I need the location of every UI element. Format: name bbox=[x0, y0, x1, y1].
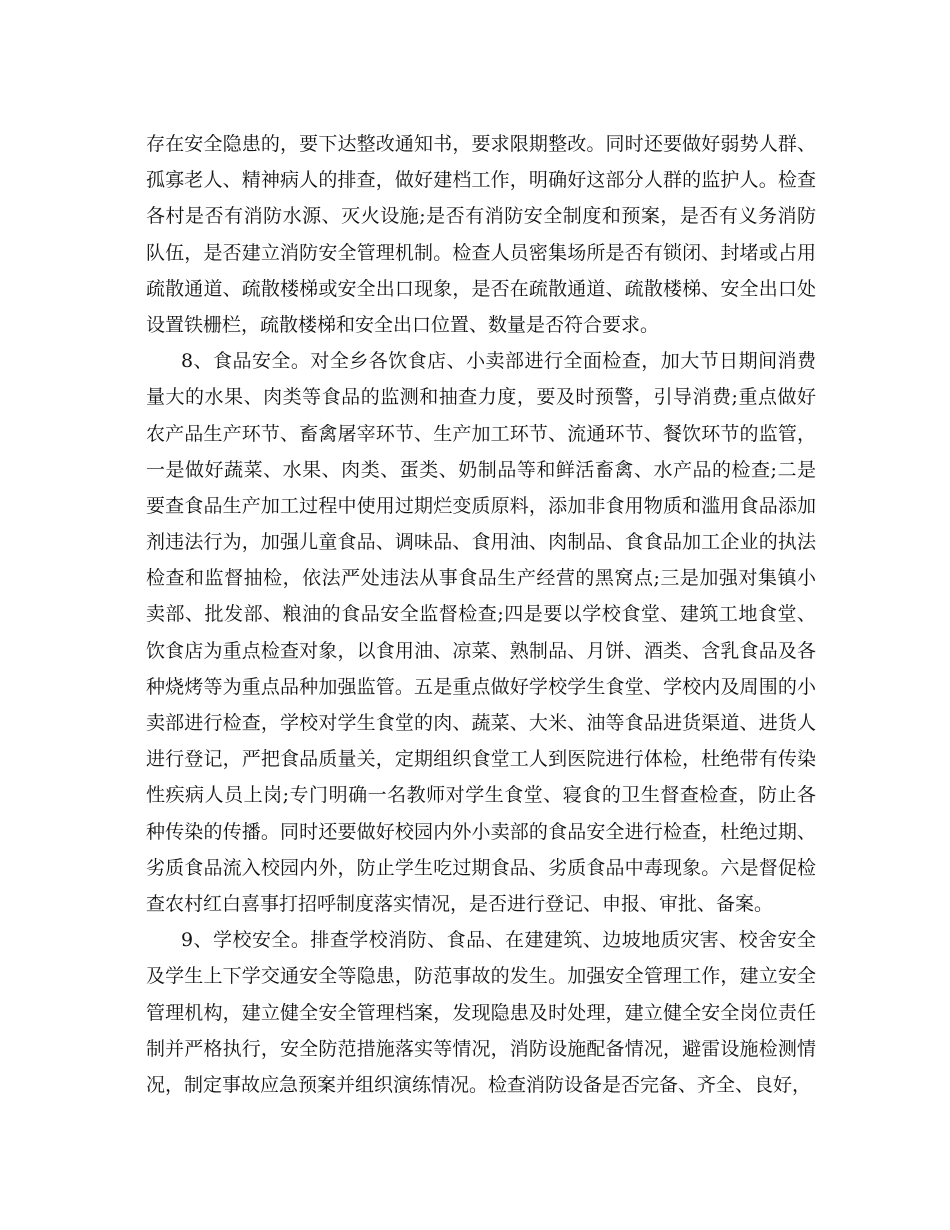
text-line: 各村是否有消防水源、灭火设施;是否有消防安全制度和预案，是否有义务消防 bbox=[146, 205, 816, 228]
text-line: 剂违法行为，加强儿童食品、调味品、食用油、肉制品、食食品加工企业的执法 bbox=[146, 531, 816, 554]
text-line: 及学生上下学交通安全等隐患，防范事故的发生。加强安全管理工作，建立安全 bbox=[146, 965, 816, 988]
text-line: 种烧烤等为重点品种加强监管。五是重点做好学校学生食堂、学校内及周围的小 bbox=[146, 675, 816, 698]
text-line: 孤寡老人、精神病人的排查，做好建档工作，明确好这部分人群的监护人。检查 bbox=[146, 169, 816, 192]
text-line: 一是做好蔬菜、水果、肉类、蛋类、奶制品等和鲜活畜禽、水产品的检查;二是 bbox=[146, 458, 816, 481]
text-line: 种传染的传播。同时还要做好校园内外小卖部的食品安全进行检查，杜绝过期、 bbox=[146, 820, 816, 843]
text-line: 况，制定事故应急预案并组织演练情况。检查消防设备是否完备、齐全、良好， bbox=[146, 1073, 812, 1096]
text-line: 检查和监督抽检，依法严处违法从事食品生产经营的黑窝点;三是加强对集镇小 bbox=[146, 567, 816, 590]
text-line: 疏散通道、疏散楼梯或安全出口现象，是否在疏散通道、疏散楼梯、安全出口处 bbox=[146, 277, 816, 300]
text-line: 性疾病人员上岗;专门明确一名教师对学生食堂、寝食的卫生督查检查，防止各 bbox=[146, 784, 816, 807]
text-line: 劣质食品流入校园内外，防止学生吃过期食品、劣质食品中毒现象。六是督促检 bbox=[146, 856, 816, 879]
text-line: 设置铁栅栏，疏散楼梯和安全出口位置、数量是否符合要求。 bbox=[146, 313, 660, 336]
text-line: 查农村红白喜事打招呼制度落实情况，是否进行登记、申报、审批、备案。 bbox=[146, 892, 774, 915]
text-line: 存在安全隐患的，要下达整改通知书，要求限期整改。同时还要做好弱势人群、 bbox=[146, 133, 816, 155]
text-line: 9、学校安全。排查学校消防、食品、在建建筑、边坡地质灾害、校舍安全 bbox=[181, 929, 816, 952]
text-line: 农产品生产环节、畜禽屠宰环节、生产加工环节、流通环节、餐饮环节的监管， bbox=[146, 422, 816, 445]
text-line: 管理机构，建立健全安全管理档案，发现隐患及时处理，建立健全安全岗位责任 bbox=[146, 1001, 816, 1024]
text-line: 卖部、批发部、粮油的食品安全监督检查;四是要以学校食堂、建筑工地食堂、 bbox=[146, 603, 816, 626]
text-line: 制并严格执行，安全防范措施落实等情况，消防设施配备情况，避雷设施检测情 bbox=[146, 1037, 816, 1060]
text-line: 队伍，是否建立消防安全管理机制。检查人员密集场所是否有锁闭、封堵或占用 bbox=[146, 241, 816, 264]
text-line: 卖部进行检查，学校对学生食堂的肉、蔬菜、大米、油等食品进货渠道、进货人 bbox=[146, 712, 816, 734]
text-line: 饮食店为重点检查对象，以食用油、凉菜、熟制品、月饼、酒类、含乳食品及各 bbox=[146, 639, 816, 662]
text-line: 量大的水果、肉类等食品的监测和抽查力度，要及时预警，引导消费;重点做好 bbox=[146, 386, 816, 409]
text-line: 进行登记，严把食品质量关，定期组织食堂工人到医院进行体检，杜绝带有传染 bbox=[146, 748, 816, 771]
paragraph-p7-cont bbox=[146, 126, 816, 343]
text-line: 要查食品生产加工过程中使用过期烂变质原料，添加非食用物质和滥用食品添加 bbox=[146, 494, 816, 517]
paragraph-p9 bbox=[146, 922, 816, 1103]
body-text bbox=[146, 126, 816, 1103]
text-line: 8、食品安全。对全乡各饮食店、小卖部进行全面检查，加大节日期间消费 bbox=[181, 350, 816, 373]
paragraph-p8 bbox=[146, 343, 816, 922]
